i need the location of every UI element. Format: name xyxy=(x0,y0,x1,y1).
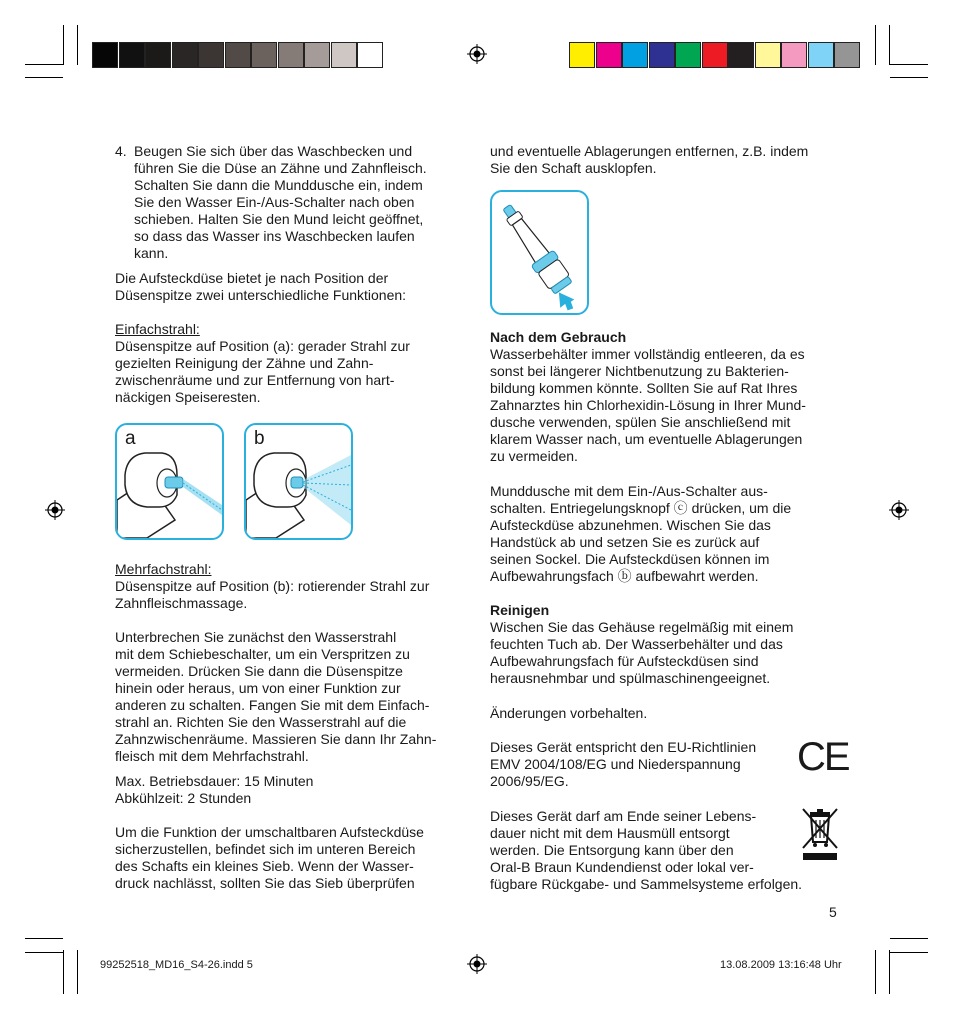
color-swatch xyxy=(304,42,330,68)
sieve-info: Um die Funktion der umschaltbaren Aufsteckdüse sicherzustellen, befindet sich im unteren Bereich des Schafts ein kleines Sieb. Wenn der Wasser- druck nachlässt, sollten Sie das Sieb überprüfen xyxy=(115,824,424,891)
color-swatch xyxy=(781,42,807,68)
registration-mark-icon xyxy=(467,44,487,64)
color-swatch xyxy=(172,42,198,68)
color-swatch xyxy=(331,42,357,68)
color-swatch xyxy=(675,42,701,68)
disposal-text: Dieses Gerät darf am Ende seiner Lebens- dauer nicht mit dem Hausmüll entsorgt werden. Die Entsorgung kann über den Oral-B Braun Kundendienst oder lokal ver- xyxy=(490,808,757,875)
step-4-text: Beugen Sie sich über das Waschbecken und führen Sie die Düse an Zähne und Zahnfleisch. Schalten Sie dann die Munddusche ein, indem Sie den Wasser Ein-/Aus-Schalter nach oben schieben. Halten Sie den Mund leicht geöffnet, so dass das Wasser ins Waschbecken laufen kann. xyxy=(134,143,427,261)
color-swatch xyxy=(808,42,834,68)
cleaning-heading: Reinigen xyxy=(490,602,550,618)
after-use-text: Wasserbehälter immer vollständig entleeren, da es sonst bei längerer Nichtbenutzung zu Bakterien- bildung kommen könnte. Sollten Sie auf Rat Ihres Zahnarztes hin Chlorhexidin-Lösung in Ihrer Mund- dusche verwenden, spülen Sie anschließend mit klarem Wasser nach, um eventuelle Ablagerungen zu vermeiden. xyxy=(490,346,806,464)
color-swatch xyxy=(569,42,595,68)
color-swatch xyxy=(834,42,860,68)
cleaning-text: Wischen Sie das Gehäuse regelmäßig mit einem feuchten Tuch ab. Der Wasserbehälter und das Aufbewahrungsfach für Aufsteckdüsen sind herausnehmbar und spülmaschinengeeignet. xyxy=(490,619,794,686)
interrupt-instructions: Unterbrechen Sie zunächst den Wasserstrahl mit dem Schiebeschalter, um ein Verspritzen zu vermeiden. Drücken Sie dann die Düsenspitze hinein oder heraus, um von einer Funktion zur anderen zu schalten. Fangen Sie mit dem Einfach- strahl an. Richten Sie den Wasserstrahl auf die Zahnzwischenräume. Massieren Sie dann Ihr Zahn- fleisch mit dem Mehrfachstrahl. xyxy=(115,629,437,764)
runtime-info: Max. Betriebsdauer: 15 Minuten Abkühlzeit: 2 Stunden xyxy=(115,773,314,806)
multi-jet-text: Düsenspitze auf Position (b): rotierender Strahl zur Zahnfleischmassage. xyxy=(115,578,430,611)
color-swatch xyxy=(622,42,648,68)
registration-mark-icon xyxy=(45,500,65,520)
after-use-heading: Nach dem Gebrauch xyxy=(490,329,627,345)
switch-off-text: Munddusche mit dem Ein-/Aus-Schalter aus- schalten. Entriegelungsknopf ⓒ drücken, um die Aufsteckdüse abzunehmen. Wischen Sie das Handstück ab und setzen Sie es zurück auf seinen Sockel. Die Aufsteckdüsen können im Aufbewahrungsfach ⓑ aufbewahrt werden. xyxy=(490,483,792,584)
weee-crossed-bin-icon xyxy=(800,806,840,862)
registration-mark-icon xyxy=(889,500,909,520)
color-swatch xyxy=(92,42,118,68)
color-swatch xyxy=(596,42,622,68)
single-jet-heading: Einfachstrahl: xyxy=(115,321,200,337)
color-swatch xyxy=(755,42,781,68)
color-swatch xyxy=(198,42,224,68)
disposal-last-line: fügbare Rückgabe- und Sammelsysteme erfolgen. xyxy=(490,876,803,892)
single-jet-text: Düsenspitze auf Position (a): gerader Strahl zur gezielten Reinigung der Zähne und Zahn- zwischenräume und zur Entfernung von hart- näckigen Speiseresten. xyxy=(115,338,410,405)
illustration-nozzle-shaft xyxy=(490,190,589,315)
color-swatch xyxy=(357,42,383,68)
illustration-multi-jet xyxy=(244,423,353,540)
color-swatch xyxy=(225,42,251,68)
illustration-label-a: a xyxy=(125,428,136,449)
footer-file-name: 99252518_MD16_S4-26.indd 5 xyxy=(100,959,253,971)
color-swatch xyxy=(145,42,171,68)
illustration-label-b: b xyxy=(254,428,265,449)
color-swatch xyxy=(728,42,754,68)
color-swatch xyxy=(278,42,304,68)
color-swatch xyxy=(702,42,728,68)
ce-mark-icon: CE xyxy=(797,735,849,779)
color-swatch xyxy=(251,42,277,68)
nozzle-intro: Die Aufsteckdüse bietet je nach Position der Düsenspitze zwei unterschiedliche Funktionen: xyxy=(115,270,407,303)
continued-text: und eventuelle Ablagerungen entfernen, z.B. indem Sie den Schaft ausklopfen. xyxy=(490,143,809,176)
multi-jet-nozzle-icon xyxy=(246,425,351,538)
color-swatch xyxy=(119,42,145,68)
page-number: 5 xyxy=(829,904,837,920)
registration-mark-icon xyxy=(467,954,487,974)
ce-compliance-text: Dieses Gerät entspricht den EU-Richtlinien EMV 2004/108/EG und Niederspannung 2006/95/EG. xyxy=(490,739,757,789)
multi-jet-heading: Mehrfachstrahl: xyxy=(115,561,212,577)
changes-notice: Änderungen vorbehalten. xyxy=(490,705,648,721)
single-jet-nozzle-icon xyxy=(117,425,222,538)
color-swatch xyxy=(649,42,675,68)
illustration-single-jet xyxy=(115,423,224,540)
footer-timestamp: 13.08.2009 13:16:48 Uhr xyxy=(720,959,842,971)
nozzle-shaft-icon xyxy=(492,192,587,313)
step-number: 4. xyxy=(115,143,127,159)
